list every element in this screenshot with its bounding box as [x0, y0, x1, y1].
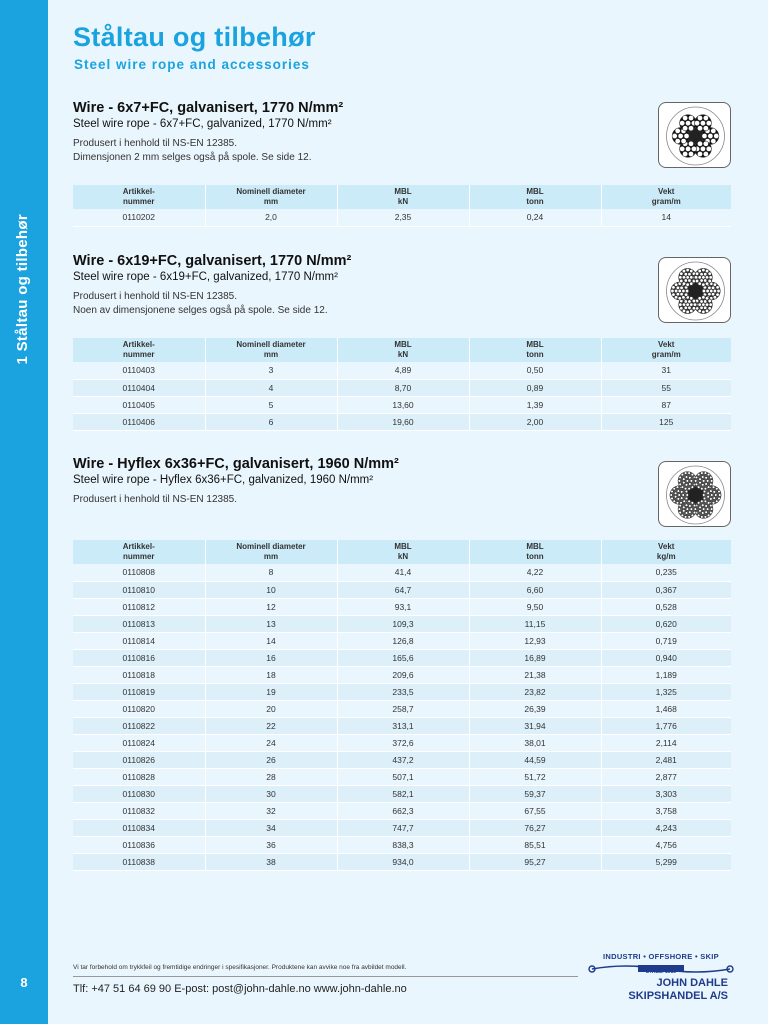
col-header-article: Artikkel- nummer	[73, 338, 205, 362]
logo-tagline: INDUSTRI • OFFSHORE • SKIP	[603, 952, 719, 961]
section-title: Wire - 6x7+FC, galvanisert, 1770 N/mm²	[73, 100, 344, 116]
table-cell: 36	[205, 836, 337, 853]
table-cell: 0,719	[601, 632, 731, 649]
table-cell: 26,39	[469, 700, 601, 717]
table-cell: 13,60	[337, 396, 469, 413]
section-subtitle: Steel wire rope - 6x19+FC, galvanized, 1770 N/mm²	[73, 271, 338, 283]
table-row	[73, 632, 731, 649]
rope-6x19-icon	[659, 258, 732, 324]
table-cell: 95,27	[469, 853, 601, 870]
table-cell: 26	[205, 751, 337, 768]
table-cell: 28	[205, 768, 337, 785]
section-title: Wire - Hyflex 6x36+FC, galvanisert, 1960 N/mm²	[73, 456, 399, 472]
table-cell: 20	[205, 700, 337, 717]
table-cell: 3,303	[601, 785, 731, 802]
table-cell: 32	[205, 802, 337, 819]
col-header-weight: Vekt gram/m	[601, 185, 731, 209]
col-header-mbl-kn: MBL kN	[337, 540, 469, 564]
table-cell: 372,6	[337, 734, 469, 751]
table-cell: 9,50	[469, 598, 601, 615]
logo-name-line1: JOHN DAHLE	[656, 977, 728, 989]
table-cell: 23,82	[469, 683, 601, 700]
table-cell: 0110814	[73, 632, 205, 649]
table-row	[73, 362, 731, 379]
table-cell: 4,756	[601, 836, 731, 853]
table-row	[73, 413, 731, 430]
table-cell: 14	[601, 209, 731, 226]
table-cell: 19,60	[337, 413, 469, 430]
sidebar-chapter-title: 1 Ståltau og tilbehør	[14, 214, 31, 365]
table-cell: 0110822	[73, 717, 205, 734]
table-cell: 3	[205, 362, 337, 379]
table-cell: 21,38	[469, 666, 601, 683]
table-cell: 125	[601, 413, 731, 430]
table-cell: 4,89	[337, 362, 469, 379]
table-row	[73, 700, 731, 717]
table-cell: 10	[205, 581, 337, 598]
table-row	[73, 598, 731, 615]
sidebar-chapter-title-wrap	[8, 214, 40, 414]
table-cell: 0110810	[73, 581, 205, 598]
table-cell: 1,468	[601, 700, 731, 717]
section-note: Produsert i henhold til NS-EN 12385.	[73, 494, 237, 505]
section-6x7	[73, 100, 731, 230]
table-cell: 838,3	[337, 836, 469, 853]
section-subtitle: Steel wire rope - Hyflex 6x36+FC, galvanized, 1960 N/mm²	[73, 474, 374, 486]
table-cell: 0110819	[73, 683, 205, 700]
table-cell: 12,93	[469, 632, 601, 649]
logo-established: ETABL. 1915	[645, 969, 677, 975]
section-note: Produsert i henhold til NS-EN 12385.	[73, 138, 237, 149]
table-cell: 0110820	[73, 700, 205, 717]
table-row	[73, 802, 731, 819]
table-cell: 0110838	[73, 853, 205, 870]
table-row	[73, 683, 731, 700]
col-header-article: Artikkel- nummer	[73, 540, 205, 564]
footer-divider	[73, 976, 578, 977]
table-cell: 38,01	[469, 734, 601, 751]
table-cell: 55	[601, 379, 731, 396]
table-cell: 11,15	[469, 615, 601, 632]
table-row	[73, 666, 731, 683]
col-header-mbl-tonn: MBL tonn	[469, 185, 601, 209]
table-cell: 209,6	[337, 666, 469, 683]
table-cell: 0,50	[469, 362, 601, 379]
col-header-mbl-kn: MBL kN	[337, 338, 469, 362]
col-header-weight: Vekt kg/m	[601, 540, 731, 564]
rope-6x19-cross-section-image	[658, 257, 731, 323]
table-cell: 93,1	[337, 598, 469, 615]
table-cell: 12	[205, 598, 337, 615]
table-cell: 0,235	[601, 564, 731, 581]
table-cell: 6	[205, 413, 337, 430]
table-cell: 18	[205, 666, 337, 683]
disclaimer-text: Vi tar forbehold om trykkfeil og fremtidige endringer i spesifikasjoner. Produktene kan avvike noe fra avbildet modell.	[73, 964, 407, 971]
page-title: Ståltau og tilbehør	[73, 22, 316, 52]
table-cell: 0,620	[601, 615, 731, 632]
table-cell: 0110824	[73, 734, 205, 751]
table-row	[73, 209, 731, 226]
table-cell: 1,39	[469, 396, 601, 413]
rope-6x7-cross-section-image	[658, 102, 731, 168]
table-cell: 0110202	[73, 209, 205, 226]
table-row	[73, 615, 731, 632]
table-cell: 165,6	[337, 649, 469, 666]
table-cell: 5,299	[601, 853, 731, 870]
table-cell: 59,37	[469, 785, 601, 802]
table-cell: 51,72	[469, 768, 601, 785]
table-cell: 87	[601, 396, 731, 413]
table-cell: 30	[205, 785, 337, 802]
table-cell: 16,89	[469, 649, 601, 666]
table-cell: 44,59	[469, 751, 601, 768]
table-cell: 2,114	[601, 734, 731, 751]
table-row	[73, 734, 731, 751]
rope-6x7-icon	[659, 103, 732, 169]
table-row	[73, 751, 731, 768]
section-title: Wire - 6x19+FC, galvanisert, 1770 N/mm²	[73, 253, 352, 269]
table-row	[73, 768, 731, 785]
page-number: 8	[20, 975, 28, 990]
table-cell: 1,776	[601, 717, 731, 734]
section-note: Dimensjonen 2 mm selges også på spole. Se side 12.	[73, 152, 312, 163]
table-cell: 0,367	[601, 581, 731, 598]
table-cell: 582,1	[337, 785, 469, 802]
table-cell: 1,189	[601, 666, 731, 683]
table-cell: 6,60	[469, 581, 601, 598]
table-row	[73, 853, 731, 870]
table-cell: 2,877	[601, 768, 731, 785]
table-cell: 0110818	[73, 666, 205, 683]
col-header-diameter: Nominell diameter mm	[205, 338, 337, 362]
table-cell: 3,758	[601, 802, 731, 819]
table-row	[73, 785, 731, 802]
table-row	[73, 564, 731, 581]
table-cell: 126,8	[337, 632, 469, 649]
table-cell: 258,7	[337, 700, 469, 717]
table-cell: 2,481	[601, 751, 731, 768]
table-cell: 2,00	[469, 413, 601, 430]
table-cell: 313,1	[337, 717, 469, 734]
table-cell: 0110813	[73, 615, 205, 632]
table-cell: 85,51	[469, 836, 601, 853]
table-row	[73, 717, 731, 734]
table-cell: 0110406	[73, 413, 205, 430]
sidebar	[0, 0, 48, 1024]
contact-info: Tlf: +47 51 64 69 90 E-post: post@john-dahle.no www.john-dahle.no	[73, 983, 407, 995]
col-header-diameter: Nominell diameter mm	[205, 185, 337, 209]
section-subtitle: Steel wire rope - 6x7+FC, galvanized, 1770 N/mm²	[73, 118, 332, 130]
table-cell: 13	[205, 615, 337, 632]
table-cell: 0110405	[73, 396, 205, 413]
table-cell: 0110403	[73, 362, 205, 379]
table-cell: 4	[205, 379, 337, 396]
table-cell: 0110834	[73, 819, 205, 836]
table-row	[73, 581, 731, 598]
table-cell: 4,243	[601, 819, 731, 836]
table-cell: 109,3	[337, 615, 469, 632]
table-cell: 34	[205, 819, 337, 836]
table-cell: 19	[205, 683, 337, 700]
rope-6x36-cross-section-image	[658, 461, 731, 527]
table-cell: 0110832	[73, 802, 205, 819]
table-row	[73, 379, 731, 396]
table-cell: 0,89	[469, 379, 601, 396]
section-6x19	[73, 253, 731, 433]
table-cell: 0,528	[601, 598, 731, 615]
table-cell: 5	[205, 396, 337, 413]
table-cell: 31,94	[469, 717, 601, 734]
table-cell: 8	[205, 564, 337, 581]
table-cell: 2,35	[337, 209, 469, 226]
table-cell: 0,940	[601, 649, 731, 666]
company-logo	[586, 952, 736, 1010]
table-cell: 0,24	[469, 209, 601, 226]
logo-name-line2: SKIPSHANDEL A/S	[628, 990, 728, 1002]
table-6x19	[73, 338, 731, 431]
table-cell: 14	[205, 632, 337, 649]
col-header-mbl-tonn: MBL tonn	[469, 540, 601, 564]
table-cell: 24	[205, 734, 337, 751]
col-header-article: Artikkel- nummer	[73, 185, 205, 209]
table-cell: 16	[205, 649, 337, 666]
table-cell: 41,4	[337, 564, 469, 581]
table-row	[73, 836, 731, 853]
table-cell: 2,0	[205, 209, 337, 226]
table-cell: 1,325	[601, 683, 731, 700]
rope-6x36-icon	[659, 462, 732, 528]
table-cell: 0110404	[73, 379, 205, 396]
table-6x7	[73, 185, 731, 227]
table-cell: 0110808	[73, 564, 205, 581]
col-header-mbl-kn: MBL kN	[337, 185, 469, 209]
table-cell: 507,1	[337, 768, 469, 785]
table-cell: 437,2	[337, 751, 469, 768]
table-row	[73, 396, 731, 413]
table-cell: 31	[601, 362, 731, 379]
table-cell: 0110816	[73, 649, 205, 666]
table-cell: 76,27	[469, 819, 601, 836]
table-cell: 4,22	[469, 564, 601, 581]
table-cell: 662,3	[337, 802, 469, 819]
table-cell: 0110826	[73, 751, 205, 768]
col-header-mbl-tonn: MBL tonn	[469, 338, 601, 362]
table-cell: 8,70	[337, 379, 469, 396]
table-cell: 0110830	[73, 785, 205, 802]
table-row	[73, 649, 731, 666]
table-cell: 22	[205, 717, 337, 734]
section-note: Produsert i henhold til NS-EN 12385.	[73, 291, 237, 302]
table-cell: 0110812	[73, 598, 205, 615]
table-cell: 67,55	[469, 802, 601, 819]
table-cell: 38	[205, 853, 337, 870]
table-cell: 64,7	[337, 581, 469, 598]
table-cell: 0110836	[73, 836, 205, 853]
col-header-weight: Vekt gram/m	[601, 338, 731, 362]
section-note: Noen av dimensjonene selges også på spole. Se side 12.	[73, 305, 328, 316]
table-cell: 0110828	[73, 768, 205, 785]
table-cell: 233,5	[337, 683, 469, 700]
table-row	[73, 819, 731, 836]
page-subtitle: Steel wire rope and accessories	[74, 57, 310, 72]
table-6x36	[73, 540, 731, 871]
section-hyflex-6x36	[73, 456, 731, 876]
col-header-diameter: Nominell diameter mm	[205, 540, 337, 564]
table-cell: 934,0	[337, 853, 469, 870]
table-cell: 747,7	[337, 819, 469, 836]
